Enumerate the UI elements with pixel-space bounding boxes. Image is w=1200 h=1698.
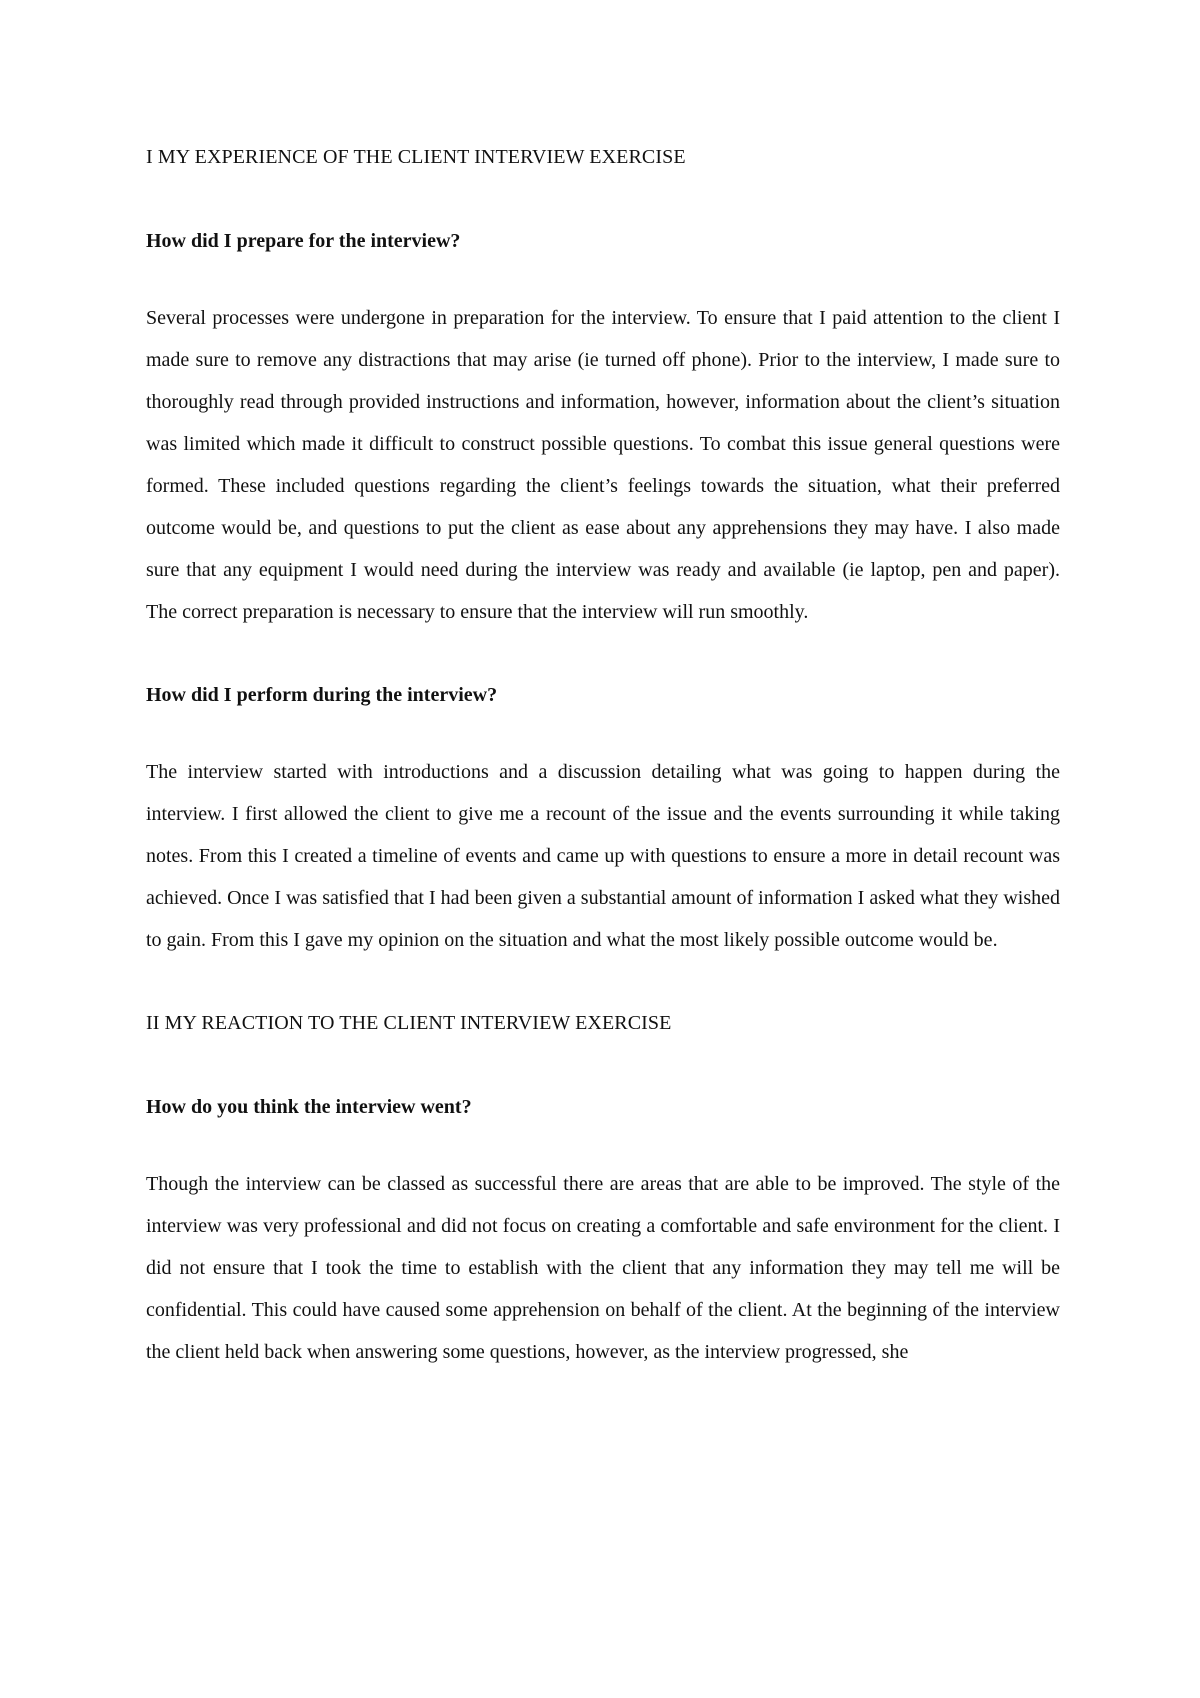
interview-went-question-heading: How do you think the interview went?	[146, 1096, 472, 1118]
section-1-heading: I MY EXPERIENCE OF THE CLIENT INTERVIEW EXERCISE	[146, 146, 686, 168]
section-2-heading: II MY REACTION TO THE CLIENT INTERVIEW EXERCISE	[146, 1012, 672, 1034]
interview-went-paragraph: Though the interview can be classed as successful there are areas that are able to be improved. The style of the interview was very professional and did not focus on creating a comfortable and safe environment for the client. I did not ensure that I took the time to establish with the client that any information they may tell me will be confidential. This could have caused some apprehension on behalf of the client. At the beginning of the interview the client held back when answering some questions, however, as the interview progressed, she	[146, 1173, 1060, 1363]
document-body	[146, 143, 1060, 1373]
perform-question-heading: How did I perform during the interview?	[146, 684, 498, 706]
prepare-question-heading: How did I prepare for the interview?	[146, 230, 461, 252]
prepare-paragraph: Several processes were undergone in preparation for the interview. To ensure that I paid attention to the client I made sure to remove any distractions that may arise (ie turned off phone). Prior to the interview, I made sure to thoroughly read through provided instructions and information, however, information about the client’s situation was limited which made it difficult to construct possible questions. To combat this issue general questions were formed. These included questions regarding the client’s feelings towards the situation, what their preferred outcome would be, and questions to put the client as ease about any apprehensions they may have. I also made sure that any equipment I would need during the interview was ready and available (ie laptop, pen and paper). The correct preparation is necessary to ensure that the interview will run smoothly.	[146, 307, 1060, 623]
perform-paragraph: The interview started with introductions and a discussion detailing what was going to happen during the interview. I first allowed the client to give me a recount of the issue and the events surrounding it while taking notes. From this I created a timeline of events and came up with questions to ensure a more in detail recount was achieved. Once I was satisfied that I had been given a substantial amount of information I asked what they wished to gain. From this I gave my opinion on the situation and what the most likely possible outcome would be.	[146, 761, 1060, 951]
